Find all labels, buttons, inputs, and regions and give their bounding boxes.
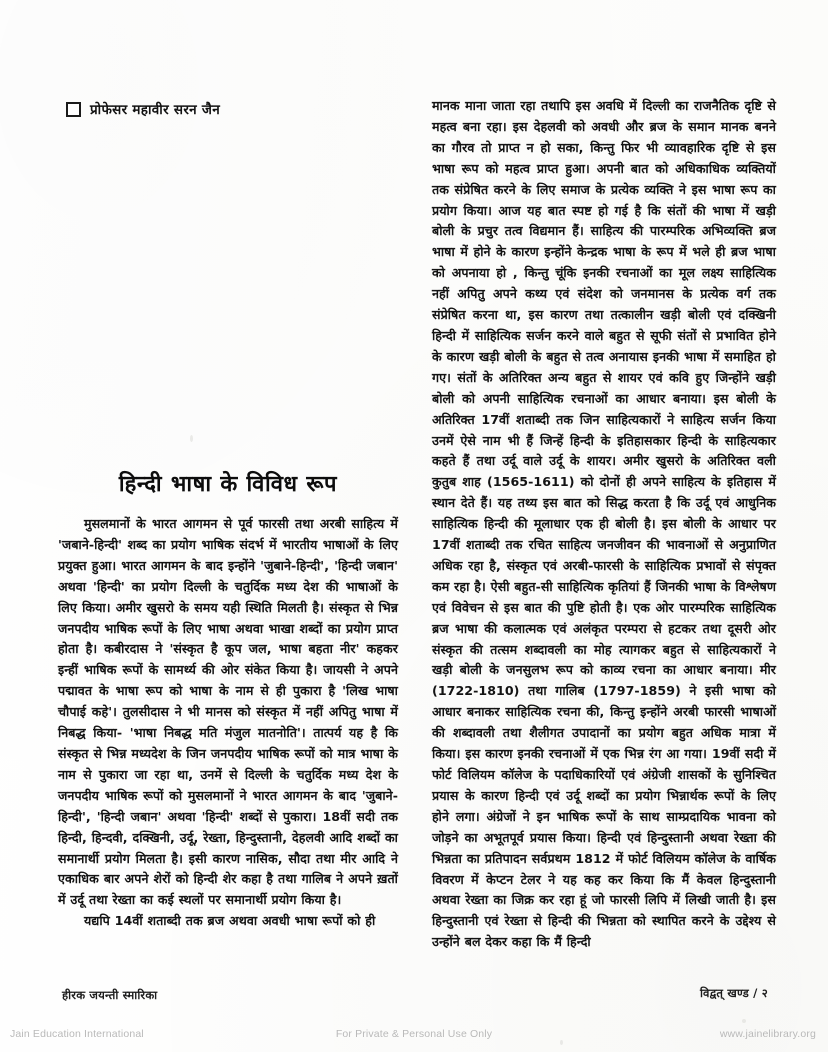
scan-org-label: Jain Education International [10,1028,144,1040]
body-column-left [58,470,398,932]
scan-website-link[interactable]: www.jainelibrary.org [719,1028,816,1040]
running-footer-right: विद्वत् खण्ड / २ [700,986,768,1000]
paragraph: मुसलमानों के भारत आगमन से पूर्व फारसी तथा अरबी साहित्य में 'जबाने-हिन्दी' शब्द का प्रयोग भाषिक संदर्भ में भारतीय भाषाओं के लिए प्रयुक्त हुआ। भारत आगमन के बाद इन्होंने 'जुबाने-हिन्दी', 'हिन्दी जबान' अथवा 'हिन्दी' का प्रयोग दिल्ली के चतुर्दिक मध्य देश की भाषाओं के लिए किया। अमीर खुसरो के समय यही स्थिति मिलती है। संस्कृत से भिन्न जनपदीय भाषिक रूपों के लिए भाषा अथवा भाखा शब्दों का प्रयोग प्राप्त होता है। कबीरदास ने 'संस्कृत है कूप जल, भाषा बहता नीर' कहकर इन्हीं भाषिक रूपों के सामर्थ्य की ओर संकेत किया है। जायसी ने अपने पद्मावत के भाषा रूप को भाषा के नाम से ही पुकारा है 'लिख भाषा चौपाई कहे'। तुलसीदास ने भी मानस को संस्कृत में नहीं अपितु भाषा में निबद्ध किया- 'भाषा निबद्ध मति मंजुल मातनोति'। तात्पर्य यह है कि संस्कृत से भिन्न मध्यदेश के जिन जनपदीय भाषिक रूपों को मात्र भाषा के नाम से पुकारा जा रहा था, उनमें से दिल्ली के चतुर्दिक मध्य देश के जनपदीय भाषिक रूपों को मुसलमानों ने भारत आगमन के बाद 'जुबाने-हिन्दी', 'हिन्दी जबान' अथवा 'हिन्दी' शब्दों से पुकारा। 18वीं सदी तक हिन्दी, हिन्दवी, दक्खिनी, उर्दू, रेख्ता, हिन्दुस्तानी, देहलवी आदि शब्दों का समानार्थी प्रयोग मिलता है। इसी कारण नासिक, सौदा तथा मीर आदि ने एकाधिक बार अपने शेरों को हिन्दी शेर कहा है तथा गालिब ने अपने ख़तों में उर्दू तथा रेख्ता का कई स्थलों पर समानार्थी प्रयोग किया है। [58,516,398,908]
scan-usage-label: For Private & Personal Use Only [335,1028,493,1040]
filled-square-icon [66,102,81,117]
running-footer-left: हीरक जयन्ती स्मारिका [62,988,158,1002]
article-title: हिन्दी भाषा के विविध रूप [118,472,338,497]
body-column-right [432,96,776,953]
paragraph: मानक माना जाता रहा तथापि इस अवधि में दिल्ली का राजनैतिक दृष्टि से महत्व बना रहा। इस देहलवी को अवधी और ब्रज के समान मानक बनने का गौरव तो प्राप्त न हो सका, किन्तु फिर भी व्यावहारिक दृष्टि से इस भाषा रूप को महत्व प्राप्त हुआ। अपनी बात को अधिकाधिक व्यक्तियों तक संप्रेषित करने के लिए समाज के प्रत्येक व्यक्ति ने इस भाषा रूप का प्रयोग किया। आज यह बात स्पष्ट हो गई है कि संतों की भाषा में खड़ी बोली के प्रचुर तत्व विद्यमान हैं। साहित्य की पारम्परिक अभिव्यक्ति ब्रज भाषा में होने के कारण इन्होंने केन्द्रक भाषा के रूप में भले ही ब्रज भाषा को अपनाया हो , किन्तु चूंकि इनकी रचनाओं का मूल लक्ष्य साहित्यिक नहीं अपितु अपने कथ्य एवं संदेश को जनमानस के प्रत्येक वर्ग तक संप्रेषित करना था, इस कारण तथा तत्कालीन खड़ी बोली एवं दक्खिनी हिन्दी में साहित्यिक सर्जन करने वाले बहुत से सूफी संतों से प्रभावित होने के कारण खड़ी बोली के बहुत से तत्व अनायास इनकी भाषा में समाहित हो गए। संतों के अतिरिक्त अन्य बहुत से शायर एवं कवि हुए जिन्होंने खड़ी बोली को अपनी साहित्यिक रचनाओं का आधार बनाया। इस बोली के अतिरिक्त 17वीं शताब्दी तक जिन साहित्यकारों ने साहित्य सर्जन किया उनमें ऐसे नाम भी हैं जिन्हें हिन्दी के इतिहासकार हिन्दी के साहित्यकार कहते हैं तथा उर्दू वाले उर्दू के शायर। अमीर खुसरो के अतिरिक्त वली कुतुब शाह (1565-1611) को दोनों ही अपने साहित्य के इतिहास में स्थान देते हैं। यह तथ्य इस बात को सिद्ध करता है कि उर्दू एवं आधुनिक साहित्यिक हिन्दी की मूलाधार एक ही बोली है। इस बोली के आधार पर 17वीं शताब्दी तक रचित साहित्य जनजीवन की भावनाओं से अनुप्राणित अधिक रहा है, संस्कृत एवं अरबी-फारसी के साहित्यिक प्रभावों से संपृक्त कम रहा है। ऐसी बहुत-सी साहित्यिक कृतियां हैं जिनकी भाषा के विश्लेषण एवं विवेचन से इस बात की पुष्टि होती है। एक ओर पारम्परिक साहित्यिक ब्रज भाषा की कलात्मक एवं अलंकृत परम्परा से हटकर तथा दूसरी ओर संस्कृत की तत्सम शब्दावली का मोह त्यागकर बहुत से साहित्यकारों ने खड़ी बोली के जनसुलभ रूप को काव्य रचना का आधार बनाया। मीर (1722-1810) तथा गालिब (1797-1859) ने इसी भाषा को आधार बनाकर साहित्यिक रचना की, किन्तु इन्होंने अरबी फारसी भाषाओं की शब्दावली तथा शैलीगत उपादानों का प्रयोग बहुत अधिक मात्रा में किया। इस कारण इनकी रचनाओं में एक भिन्न रंग आ गया। 19वीं सदी में फोर्ट विलियम कॉलेज के पदाधिकारियों एवं अंग्रेजी शासकों के सुनिश्चित प्रयास के कारण हिन्दी एवं उर्दू शब्दों का प्रयोग भिन्नार्थक रूपों के लिए होने लगा। अंग्रेजों ने इन भाषिक रूपों के साथ साम्प्रदायिक भावना को जोड़ने का अभूतपूर्व प्रयास किया। हिन्दी एवं हिन्दुस्तानी अथवा रेख्ता की भिन्नता का प्रतिपादन सर्वप्रथम 1812 में फोर्ट विलियम कॉलेज के वार्षिक विवरण में केप्टन टेलर ने यह कह कर किया कि मैं केवल हिन्दुस्तानी अथवा रेख्ता का जिक्र कर रहा हूं जो फारसी लिपि में लिखी जाती है। इस हिन्दुस्तानी एवं रेख्ता से हिन्दी की भिन्नता को स्थापित करने के उद्देश्य से उन्होंने बल देकर कहा कि मैं हिन्दी [432,98,776,950]
scan-speckle [190,435,193,442]
scan-watermark-bar [0,1022,828,1052]
author-byline [66,100,220,118]
paragraph: यद्यपि 14वीं शताब्दी तक ब्रज अथवा अवधी भाषा रूपों को ही [84,913,376,929]
author-name: प्रोफेसर महावीर सरन जैन [90,102,221,118]
